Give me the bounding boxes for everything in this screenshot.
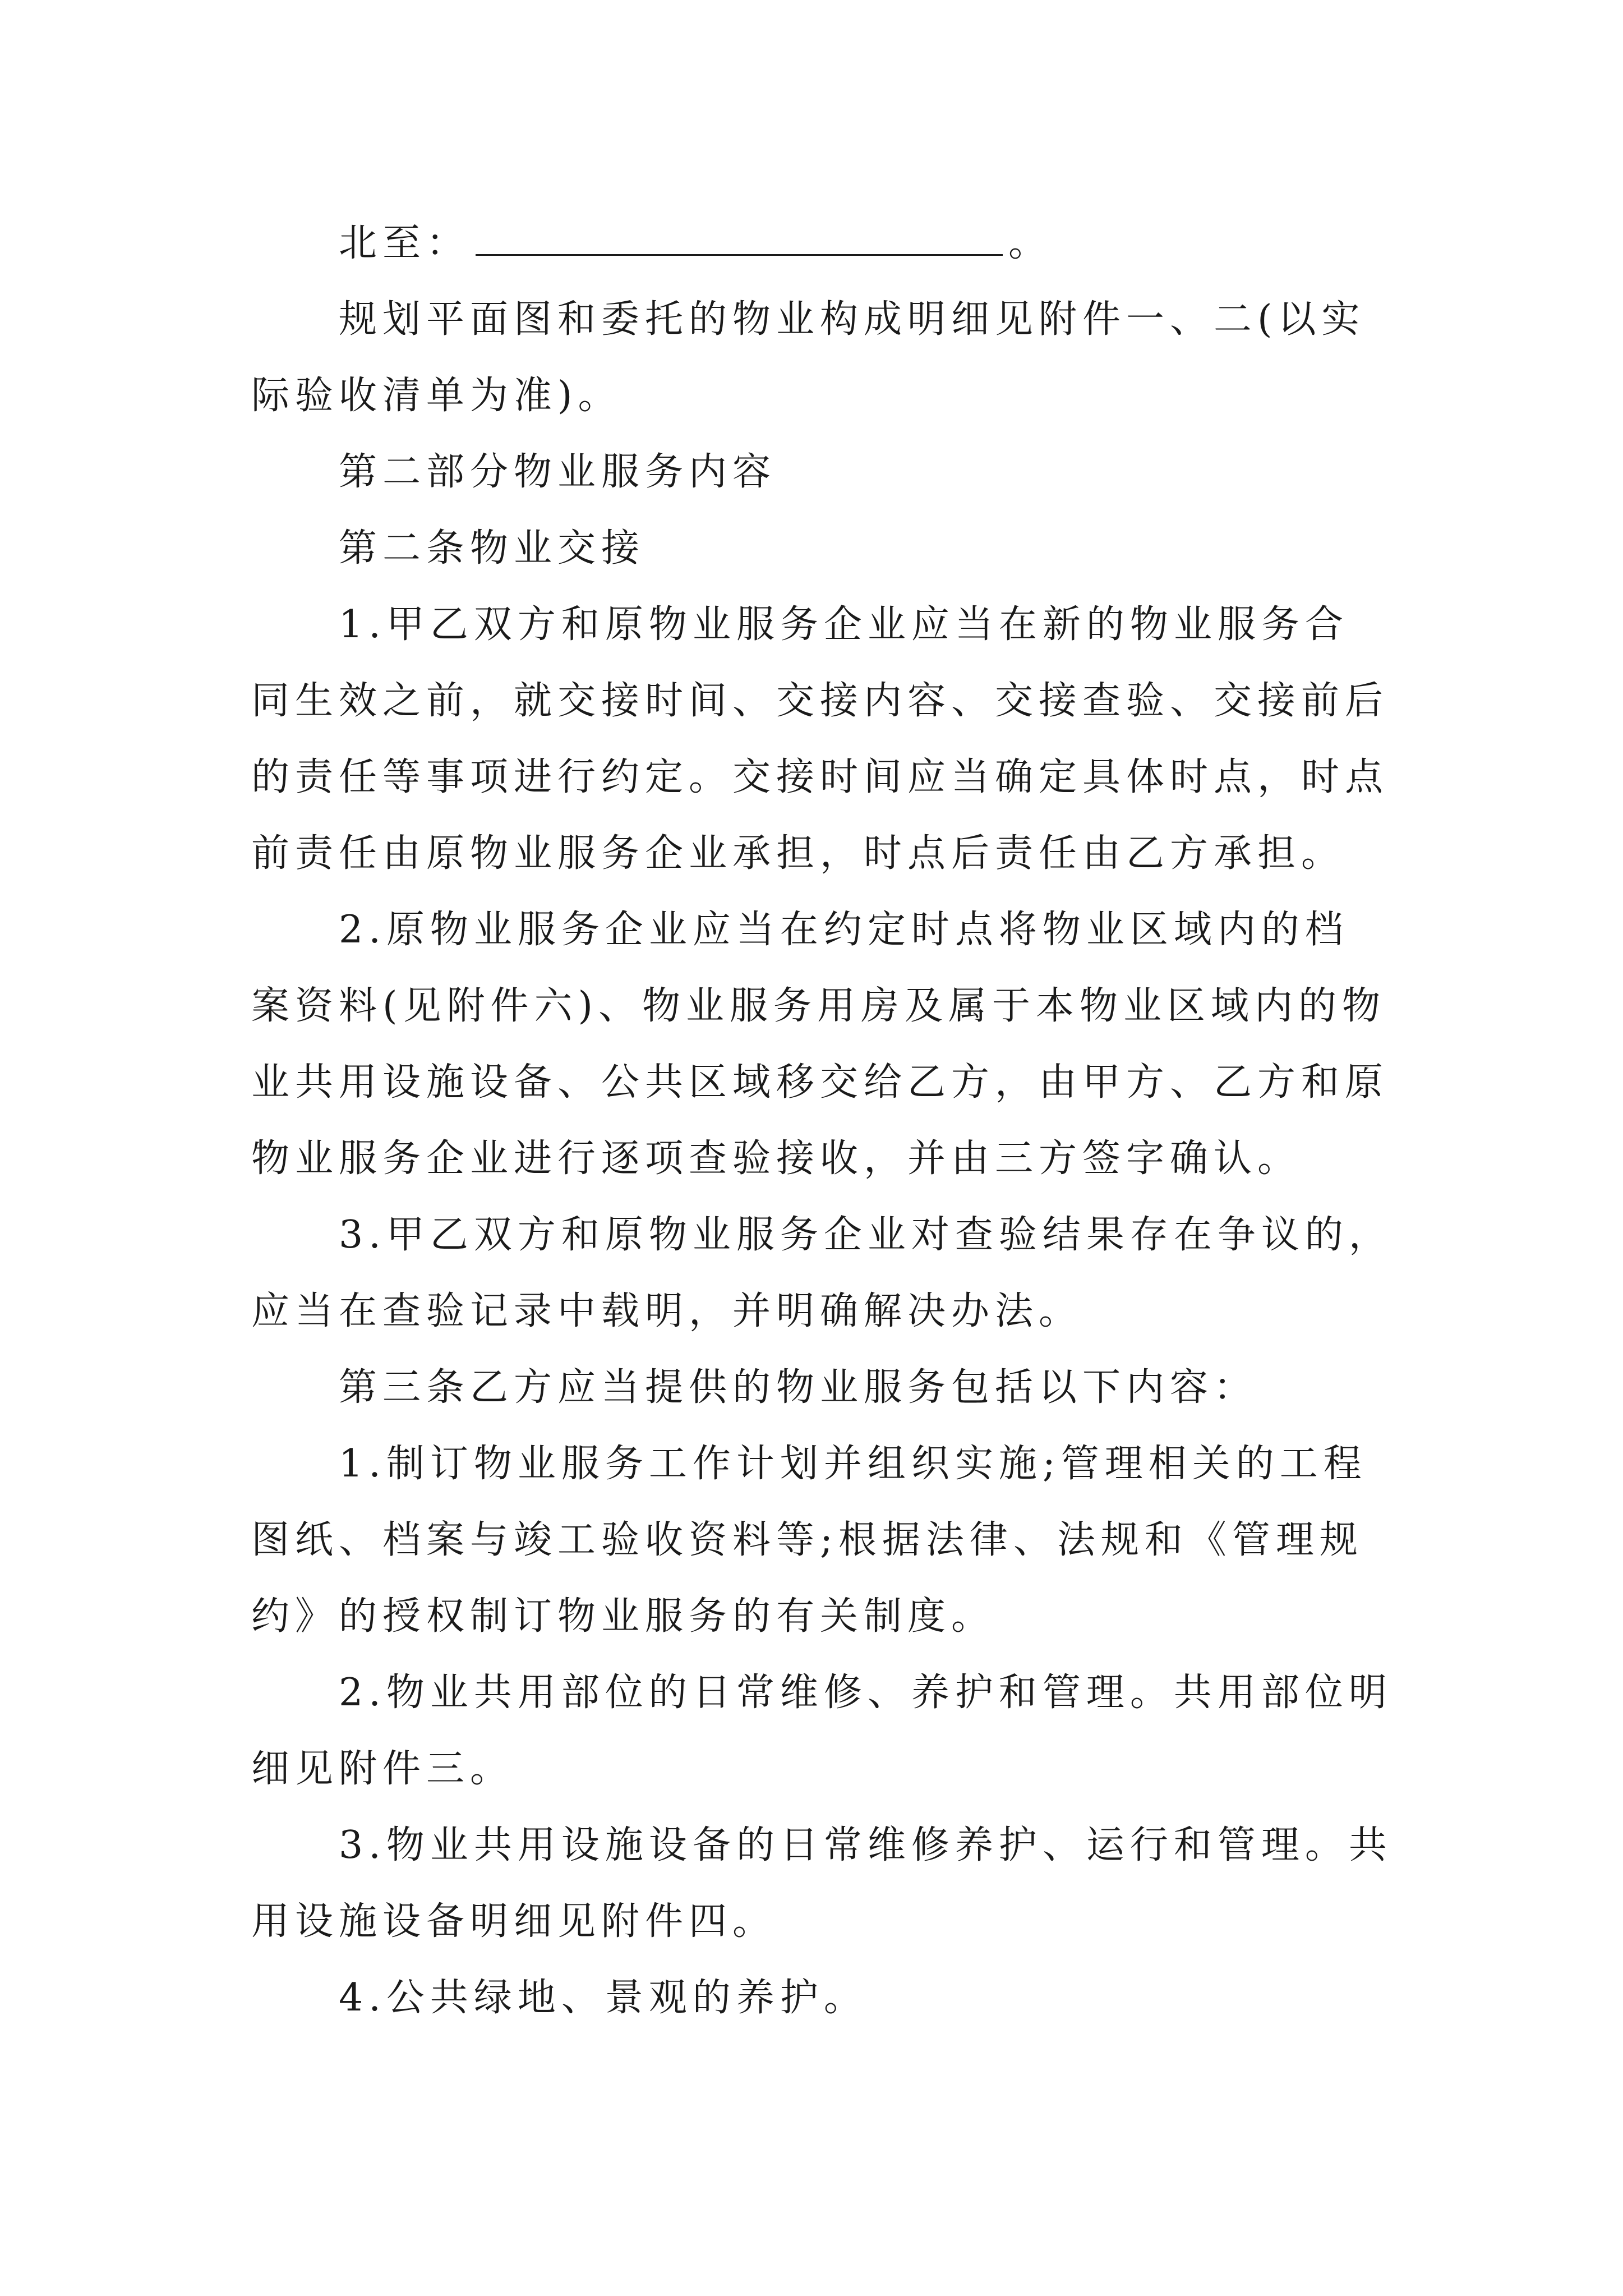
- paragraph-line: 2.物业共用部位的日常维修、养护和管理。共用部位明: [339, 1671, 1393, 1715]
- paragraph-line: 物业服务企业进行逐项查验接收，并由三方签字确认。: [251, 1137, 1302, 1181]
- paragraph-line: 约》的授权制订物业服务的有关制度。: [251, 1594, 995, 1639]
- paragraph-line: 前责任由原物业服务企业承担，时点后责任由乙方承担。: [251, 831, 1345, 876]
- paragraph-line: 应当在查验记录中载明，并明确解决办法。: [251, 1289, 1083, 1333]
- paragraph-line: 图纸、档案与竣工验收资料等;根据法律、法规和《管理规: [251, 1518, 1363, 1562]
- paragraph-line: 1.甲乙双方和原物业服务企业应当在新的物业服务合: [339, 602, 1349, 647]
- section-heading: 第二部分物业服务内容: [339, 450, 777, 494]
- paragraph-line: 的责任等事项进行约定。交接时间应当确定具体时点，时点: [251, 755, 1389, 799]
- north-blank-underline: [476, 252, 1003, 256]
- paragraph-line: 同生效之前，就交接时间、交接内容、交接查验、交接前后: [251, 679, 1389, 723]
- north-end: 。: [1008, 221, 1053, 265]
- paragraph-line: 3.物业共用设施设备的日常维修养护、运行和管理。共: [339, 1823, 1393, 1867]
- paragraph-line: 细见附件三。: [251, 1747, 514, 1791]
- paragraph-line: 3.甲乙双方和原物业服务企业对查验结果存在争议的，: [339, 1213, 1393, 1257]
- paragraph-line: 际验收清单为准)。: [251, 374, 622, 418]
- paragraph-line: 规划平面图和委托的物业构成明细见附件一、二(以实: [339, 297, 1366, 342]
- paragraph-line: 业共用设施设备、公共区域移交给乙方，由甲方、乙方和原: [251, 1060, 1389, 1105]
- paragraph-line: 2.原物业服务企业应当在约定时点将物业区域内的档: [339, 908, 1349, 952]
- paragraph-line: 用设施设备明细见附件四。: [251, 1899, 777, 1944]
- paragraph-line: 1.制订物业服务工作计划并组织实施;管理相关的工程: [339, 1442, 1367, 1486]
- paragraph-line: 案资料(见附件六)、物业服务用房及属于本物业区域内的物: [251, 984, 1386, 1028]
- north-boundary-line: [339, 221, 1053, 265]
- north-label: 北至：: [339, 221, 471, 265]
- article-heading: 第三条乙方应当提供的物业服务包括以下内容：: [339, 1365, 1258, 1410]
- article-heading: 第二条物业交接: [339, 526, 645, 570]
- paragraph-line: 4.公共绿地、景观的养护。: [339, 1976, 868, 2020]
